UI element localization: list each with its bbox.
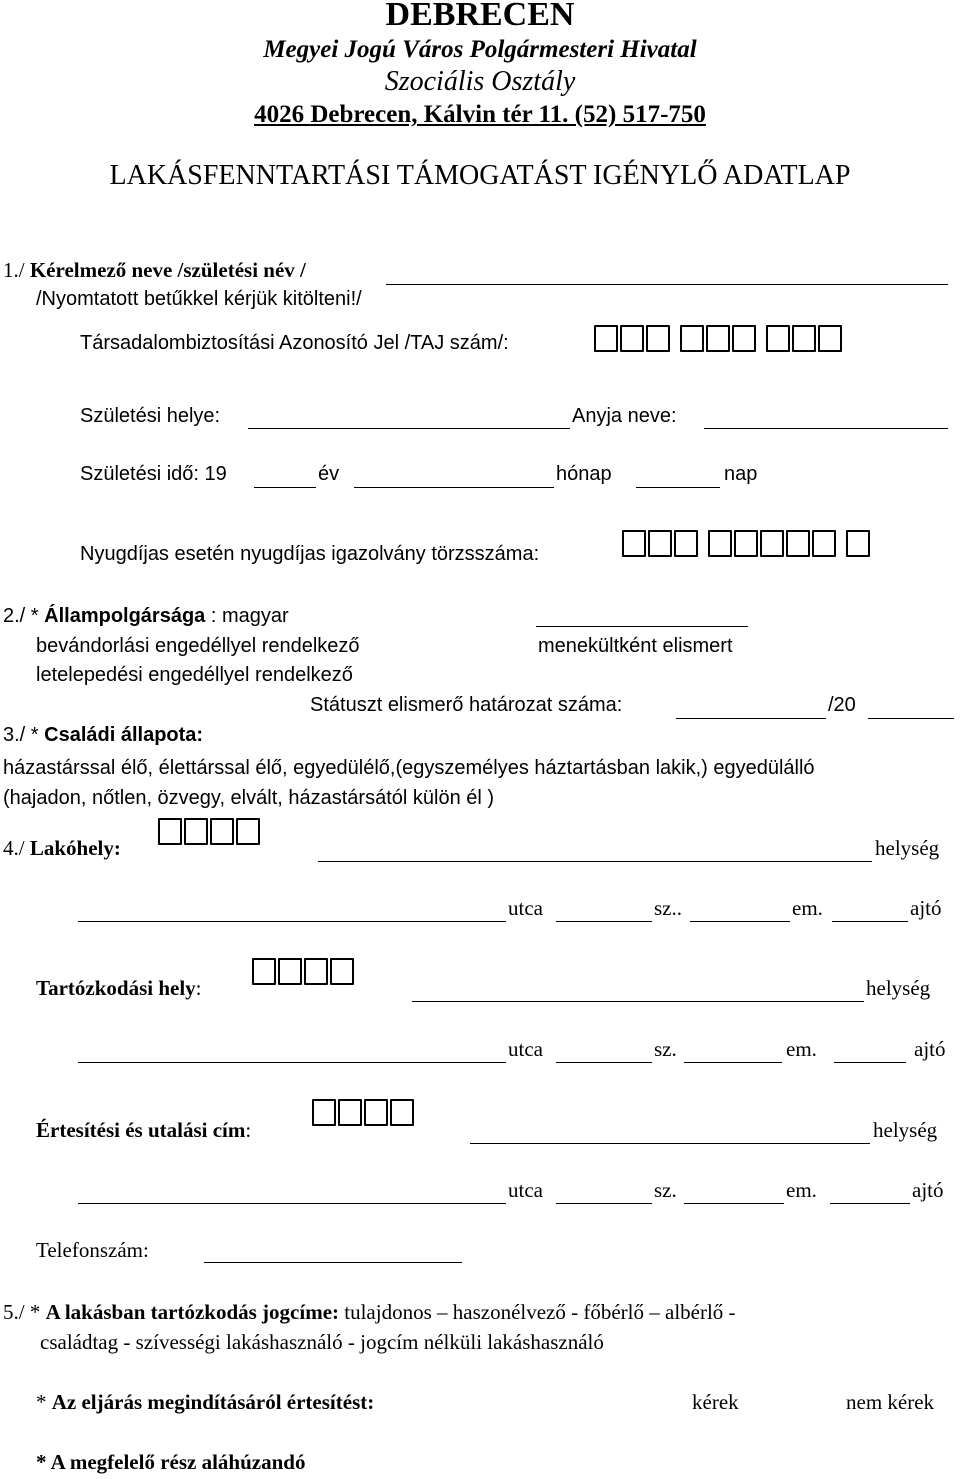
- birth-year-field[interactable]: [254, 487, 316, 488]
- notice-address-label: Értesítési és utalási cím:: [36, 1118, 252, 1142]
- status-decision-label: Státuszt elismerő határozat száma:: [310, 694, 623, 716]
- notice-zip-digit-box[interactable]: [364, 1099, 388, 1126]
- taj-digit-box[interactable]: [792, 325, 816, 352]
- taj-digit-box[interactable]: [766, 325, 790, 352]
- notice-number-label: sz.: [654, 1178, 677, 1202]
- pension-digit-box[interactable]: [648, 530, 672, 557]
- pension-digit-box[interactable]: [674, 530, 698, 557]
- pension-digit-box[interactable]: [812, 530, 836, 557]
- stay-zip-digit-box[interactable]: [278, 958, 302, 985]
- stay-zip-digit-box[interactable]: [252, 958, 276, 985]
- taj-digit-box[interactable]: [620, 325, 644, 352]
- stay-city-label: helység: [866, 976, 931, 1000]
- office-address: 4026 Debrecen, Kálvin tér 11. (52) 517-750: [254, 101, 706, 128]
- notice-yes-option[interactable]: kérek: [692, 1390, 739, 1414]
- stay-number-label: sz.: [654, 1037, 677, 1061]
- status-year-field[interactable]: [868, 718, 954, 719]
- residence-label: 4./ Lakóhely:: [3, 836, 121, 860]
- residence-number-label: sz..: [654, 896, 682, 920]
- pension-digit-box[interactable]: [708, 530, 732, 557]
- stay-zip-digit-box[interactable]: [330, 958, 354, 985]
- section-1-header: 1./ Kérelmező neve /születési név /: [3, 258, 306, 282]
- notice-door-field[interactable]: [830, 1203, 910, 1204]
- notice-city-field[interactable]: [470, 1143, 870, 1144]
- birth-month-field[interactable]: [354, 487, 554, 488]
- taj-digit-box[interactable]: [732, 325, 756, 352]
- taj-digit-box[interactable]: [594, 325, 618, 352]
- notice-no-option[interactable]: nem kérek: [846, 1390, 935, 1414]
- pension-digit-box[interactable]: [786, 530, 810, 557]
- stay-number-field[interactable]: [556, 1062, 652, 1063]
- taj-label: Társadalombiztosítási Azonosító Jel /TAJ szám/:: [80, 332, 509, 354]
- stay-door-label: ajtó: [914, 1037, 946, 1061]
- marital-status-options[interactable]: házastárssal élő, élettárssal élő, egyedülélő,(egyszemélyes háztartásban lakik,) egyedülálló: [3, 757, 815, 779]
- notice-zip-digit-box[interactable]: [338, 1099, 362, 1126]
- city-title: DEBRECEN: [385, 0, 575, 33]
- taj-digit-box[interactable]: [706, 325, 730, 352]
- notice-floor-label: em.: [786, 1178, 817, 1202]
- marital-status-options-2[interactable]: (hajadon, nőtlen, özvegy, elvált, házastársától külön él ): [3, 787, 495, 809]
- residence-zip-digit-box[interactable]: [184, 818, 208, 845]
- section-5-header: 5./ * A lakásban tartózkodás jogcíme: tulajdonos – haszonélvező - főbérlő – albérlő -: [3, 1300, 736, 1324]
- birthplace-label: Születési helye:: [80, 405, 221, 427]
- stay-street-label: utca: [508, 1037, 543, 1061]
- stay-street-field[interactable]: [78, 1062, 506, 1063]
- residence-floor-label: em.: [792, 896, 823, 920]
- year-label: év: [318, 463, 340, 485]
- stay-floor-field[interactable]: [684, 1062, 782, 1063]
- pension-digit-box[interactable]: [734, 530, 758, 557]
- notice-number-field[interactable]: [556, 1203, 652, 1204]
- residence-street-label: utca: [508, 896, 543, 920]
- birthplace-field[interactable]: [248, 428, 570, 429]
- notice-request-label: * Az eljárás megindításáról értesítést:: [36, 1390, 375, 1414]
- month-label: hónap: [556, 463, 612, 485]
- stay-zip-digit-box[interactable]: [304, 958, 328, 985]
- section-2-header: 2./ * Állampolgársága : magyar: [3, 605, 289, 627]
- office-name: Megyei Jogú Város Polgármesteri Hivatal: [263, 36, 697, 63]
- footnote: * A megfelelő rész aláhúzandó: [36, 1450, 306, 1474]
- pension-label: Nyugdíjas esetén nyugdíjas igazolvány törzsszáma:: [80, 543, 540, 565]
- residence-zip-digit-box[interactable]: [236, 818, 260, 845]
- taj-digit-box[interactable]: [680, 325, 704, 352]
- pension-digit-box[interactable]: [760, 530, 784, 557]
- residence-city-label: helység: [875, 836, 940, 860]
- department-name: Szociális Osztály: [384, 66, 576, 97]
- applicant-name-field[interactable]: [386, 284, 948, 285]
- residence-number-field[interactable]: [556, 921, 652, 922]
- residence-zip-digit-box[interactable]: [158, 818, 182, 845]
- notice-floor-field[interactable]: [684, 1203, 784, 1204]
- stay-city-field[interactable]: [412, 1001, 864, 1002]
- stay-floor-label: em.: [786, 1037, 817, 1061]
- status-decision-number-field[interactable]: [676, 718, 826, 719]
- residence-zip-digit-box[interactable]: [210, 818, 234, 845]
- mother-name-field[interactable]: [704, 428, 948, 429]
- birth-day-field[interactable]: [636, 487, 720, 488]
- taj-digit-box[interactable]: [646, 325, 670, 352]
- form-title: LAKÁSFENNTARTÁSI TÁMOGATÁST IGÉNYLŐ ADATLAP: [109, 160, 851, 191]
- notice-zip-digit-box[interactable]: [390, 1099, 414, 1126]
- phone-label: Telefonszám:: [36, 1238, 149, 1262]
- option-settlement-permit[interactable]: letelepedési engedéllyel rendelkező: [36, 664, 353, 686]
- print-note: /Nyomtatott betűkkel kérjük kitölteni!/: [36, 288, 362, 310]
- residence-street-field[interactable]: [78, 921, 506, 922]
- residence-door-label: ajtó: [910, 896, 942, 920]
- option-immigration-permit[interactable]: bevándorlási engedéllyel rendelkező: [36, 635, 360, 657]
- phone-field[interactable]: [204, 1262, 462, 1263]
- notice-door-label: ajtó: [912, 1178, 944, 1202]
- tenure-options[interactable]: családtag - szívességi lakáshasználó - jogcím nélküli lakáshasználó: [40, 1330, 604, 1354]
- option-refugee[interactable]: menekültként elismert: [538, 635, 733, 657]
- residence-floor-field[interactable]: [690, 921, 790, 922]
- mother-name-label: Anyja neve:: [572, 405, 677, 427]
- notice-street-label: utca: [508, 1178, 543, 1202]
- residence-door-field[interactable]: [832, 921, 908, 922]
- section-3-header: 3./ * Családi állapota:: [3, 724, 204, 746]
- status-year-label: /20: [828, 694, 856, 716]
- stay-door-field[interactable]: [834, 1062, 906, 1063]
- citizenship-other-field[interactable]: [536, 626, 748, 627]
- day-label: nap: [724, 463, 758, 485]
- notice-city-label: helység: [873, 1118, 938, 1142]
- birthdate-label: Születési idő: 19: [80, 463, 227, 485]
- residence-city-field[interactable]: [318, 861, 872, 862]
- notice-street-field[interactable]: [78, 1203, 506, 1204]
- pension-digit-box[interactable]: [846, 530, 870, 557]
- notice-zip-digit-box[interactable]: [312, 1099, 336, 1126]
- taj-digit-box[interactable]: [818, 325, 842, 352]
- stay-label: Tartózkodási hely:: [36, 976, 202, 1000]
- pension-digit-box[interactable]: [622, 530, 646, 557]
